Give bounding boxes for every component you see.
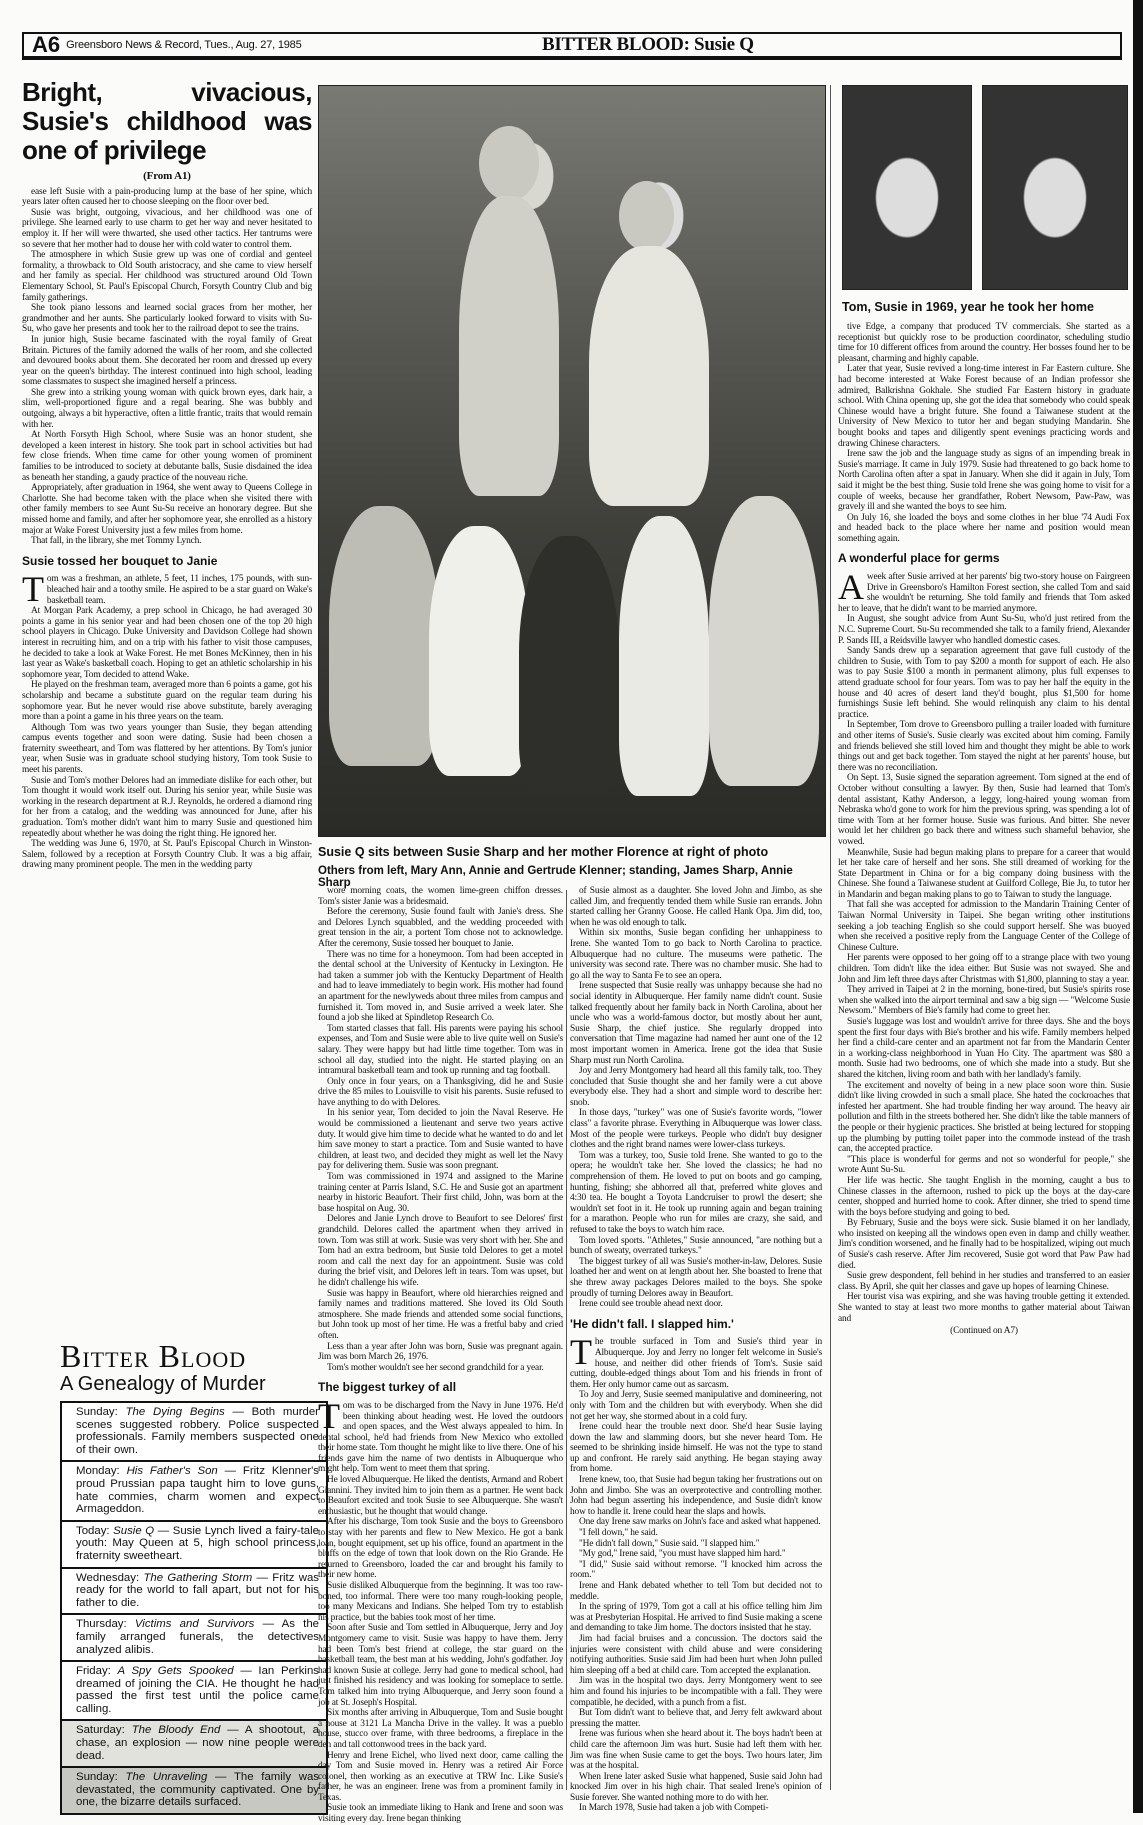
article-body: [570, 1332, 822, 1814]
paragraph: The wedding was June 6, 1970, at St. Paul's Episcopal Church in Winston-Salem, followed by a reception at Forsyth Country Club. It was a big affair, drawing many prominent people. The men in the wedding party: [22, 839, 312, 871]
portrait-susie: [982, 85, 1128, 290]
column-4: [838, 322, 1130, 1337]
paragraph: Less than a year after John was born, Susie was pregnant again. Jim was born March 26, 1976.: [318, 1341, 563, 1363]
paragraph: At North Forsyth High School, where Susie was an honor student, she developed a keen interest in history. She took part in school activities but had few close friends. When time came for other young women of prominent families to be introduced to society at debutante balls, Susie disdained the idea as beneath her standing, a gaudy practice of the nouveau riche.: [22, 430, 312, 483]
article-body: [838, 567, 1130, 1324]
episode-title: Victims and Survivors: [134, 1618, 255, 1631]
jump-from: (From A1): [143, 170, 191, 182]
episode-day: Sunday:: [76, 1771, 118, 1784]
paragraph: On Sept. 13, Susie signed the separation agreement. Tom signed at the end of October without consulting a lawyer. By then, Susie had learned that Tom's dental assistant, Kathy Anderson, a leggy, long-haired young woman from Nebraska who'd gone to work for him the previous spring, was spending a lot of time with Tom at her former house. Susie was furious. And bitter. She never would let her children go back there and witness such shameful behavior, she vowed.: [838, 773, 1130, 847]
article-body: [22, 187, 312, 547]
episode-title: Susie Q: [113, 1524, 155, 1537]
episode-title: A Spy Gets Spooked: [117, 1665, 234, 1678]
paragraph: That fall she was accepted for admission to the Mandarin Training Center of Taiwan Normal University in Taipei. She began writing other institutions seeking a job teaching English so she could support herself. She was buoyed when she received a positive reply from the Language Center of the College of Chinese Culture.: [838, 900, 1130, 953]
paragraph: Irene suspected that Susie really was unhappy because she had no social identity in Albuquerque. Her family name didn't count. Susie talked frequently about her family back in North Carolina, about her uncle who was a world-famous doctor, but mostly about her aunt, Susie Sharp, the chief justice. She regularly dropped into conversation that Time magazine had named her aunt one of the 12 most important women in America. Irene got the idea that Susie Sharp must run North Carolina.: [570, 981, 822, 1066]
episode-summary: — As the family arranged funerals, the detectives analyzed alibis.: [76, 1618, 319, 1656]
column-rule: [566, 890, 567, 1790]
article-body: [22, 569, 312, 871]
paragraph: Later that year, Susie revived a long-time interest in Far Eastern culture. She had become interested at Wake Forest because of an Indian professor she admired, Balkrishna Gokhale. She studied Far Eastern history in graduate school. With China opening up, she got the idea that somebody who could speak Chinese would have a bright future. She found a Taiwanese student at the University of New Mexico to tutor her and began studying Mandarin. She bought books and tapes and diligently spent evenings practicing words and drawing Chinese characters.: [838, 364, 1130, 449]
subhead: Susie tossed her bouquet to Janie: [22, 553, 218, 568]
article-body: [318, 886, 563, 1373]
column-3: [570, 886, 822, 1814]
left-column: [22, 78, 312, 871]
publication-dateline: Greensboro News & Record, Tues., Aug. 27, 1985: [66, 39, 302, 51]
paragraph: After his discharge, Tom took Susie and the boys to Greensboro to stay with her parents and flew to New Mexico. He got a bank loan, bought equipment, set up his office, found an apartment in the bluffs on the edge of town that look down on the Rio Grande. He returned to Greensboro, loaded the car and brought his family to their new home.: [318, 1517, 563, 1581]
episode-title: The Bloody End: [131, 1724, 221, 1737]
episode-summary: — Both murder scenes suggested robbery. Police suspected professionals. Family members suspected one of their own.: [76, 1406, 319, 1456]
paragraph: One day Irene saw marks on John's face and asked what happened.: [579, 1517, 821, 1528]
paragraph: The trouble surfaced in Tom and Susie's third year in Albuquerque. Joy and Jerry no longer felt welcome in Susie's house, and neither did other friends of Tom's. Susie said cutting, double-edged things about Tom and his friends in front of them. Her only humor came out as sarcasm.: [570, 1332, 822, 1390]
episode-day: Monday:: [76, 1465, 120, 1478]
paragraph: They arrived in Taipei at 2 in the morning, bone-tired, but Susie's spirits rose when she walked into the airport terminal and saw a big sign — "Welcome Susie Newsom." Members of Bie's family had come to greet her.: [838, 985, 1130, 1017]
paragraph: The atmosphere in which Susie grew up was one of cordial and genteel formality, a throwback to Old South aristocracy, and she came to view herself and her family as special. Her childhood was structured around Old Town Elementary School, St. Paul's Episcopal Church, Forsyth Country Club and big family gatherings.: [22, 250, 312, 303]
paragraph: "This place is wonderful for germs and not so wonderful for people," she wrote Aunt Su-Su.: [838, 1154, 1130, 1176]
paragraph: Her parents were opposed to her going off to a strange place with two young children. Tom didn't like the idea either. But Susie was not swayed. She and John and Jim left three days after Christmas with $1,800, planning to stay a year.: [838, 953, 1130, 985]
page-edge: [1133, 0, 1143, 1813]
subhead: 'He didn't fall. I slapped him.': [570, 1316, 734, 1331]
paragraph: But Tom didn't want to believe that, and Jerry felt awkward about pressing the matter.: [570, 1708, 822, 1729]
paragraph: Susie was happy in Beaufort, where old hierarchies reigned and family names and traditions mattered. She loved its Old South atmosphere. She made friends and attended some social functions, but John took up most of her time. He was a fretful baby and cried often.: [318, 1288, 563, 1341]
photo-figure: [519, 536, 619, 796]
paragraph: Six months after arriving in Albuquerque, Tom and Susie bought a house at 3121 La Mancha Drive in the valley. It was a pueblo house, stucco over frame, with three bedrooms, a fireplace in the den and tall cottonwood trees in the back yard.: [318, 1708, 563, 1750]
episode-list: [60, 1401, 328, 1815]
episode-item: [62, 1569, 326, 1616]
episode-item: [62, 1615, 326, 1662]
paragraph: "I did," Susie said without remorse. "I knocked him across the room.": [570, 1559, 822, 1581]
paragraph: Although Tom was two years younger than Susie, they began attending campus events together and soon were dating. Susie had been chosen a fraternity sweetheart, and Tom was flattered by her attentions. By Tom's junior year, when Susie was in graduate school studying history, Tom took Susie to meet his parents.: [22, 722, 312, 776]
paragraph: Tom loved sports. "Athletes," Susie announced, "are nothing but a bunch of sweaty, overrated turkeys.": [570, 1235, 822, 1257]
episode-day: Sunday:: [76, 1406, 118, 1418]
portrait-caption: Tom, Susie in 1969, year he took her home: [842, 300, 1094, 314]
episode-item: [62, 1462, 326, 1521]
article-body: [570, 886, 822, 1310]
paragraph: Susie disliked Albuquerque from the beginning. It was too raw-boned, too informal. There were too many rough-looking people, too many Mexicans and Indians. She helped Tom try to establish his practice, but the babies took most of her time.: [318, 1581, 563, 1623]
paragraph: When Irene later asked Susie what happened, Susie said John had knocked Jim over in his high chair. That sealed Irene's opinion of Susie forever. She wanted nothing more to do with her.: [570, 1771, 822, 1803]
paragraph: She grew into a striking young woman with quick brown eyes, dark hair, a slim, well-proportioned figure and a regal bearing. She was bubbly and outgoing, always a bit hyperactive, often a little frantic, traits that would remain with her.: [22, 387, 312, 430]
photo-figure: [619, 516, 709, 796]
episode-day: Today:: [76, 1524, 110, 1537]
paragraph: of Susie almost as a daughter. She loved John and Jimbo, as she called Jim, and frequently tended them while Susie ran errands. John started calling her Granny Goose. He called Hank Opa. Jim did, too, when he was old enough to talk.: [570, 886, 822, 928]
episode-item: [62, 1662, 326, 1721]
paragraph: tive Edge, a company that produced TV commercials. She started as a receptionist but quickly rose to be production coordinator, scheduling studio time for 10 different offices from around the country. Her bosses found her to be pleasant, charming and highly capable.: [838, 322, 1130, 364]
paragraph: In those days, "turkey" was one of Susie's favorite words, "lower class" a favorite phrase. Everything in Albuquerque was lower class. Most of the people were turkeys. People who didn't buy designer clothes and the right brand names were lower-class turkeys.: [570, 1108, 822, 1151]
episode-summary: — Susie Lynch lived a fairy-tale youth: May Queen at 5, high school princess, fraternity sweetheart.: [76, 1524, 320, 1562]
episode-day: Saturday:: [76, 1724, 125, 1737]
column-rule: [830, 85, 831, 1790]
page-number: A6: [32, 32, 61, 57]
paragraph: By February, Susie and the boys were sick. Susie blamed it on her landlady, who insisted on keeping all the windows open even in damp and chilly weather. Jim's condition worsened, and he finally had to be hospitalized, wiping out much of Susie's cash reserve. After Jim recovered, Susie got word that Paw Paw had died.: [838, 1218, 1130, 1271]
paragraph: Sandy Sands drew up a separation agreement that gave full custody of the children to Susie, with Tom to pay $200 a month for support of each. He also was to pay Susie $100 a month in permanent alimony, plus full expenses to attend graduate school for four years. Tom was to pay her half the equity in the house and 40 acres of desert land they'd bought, plus $1,500 for home furnishings Susie left behind. She would relinquish any claim to his dental practice.: [838, 646, 1130, 720]
article-body: [838, 322, 1130, 544]
episode-summary: — Fritz was ready for the world to fall apart, but not for his father to die.: [76, 1571, 319, 1609]
paragraph: In the spring of 1979, Tom got a call at his office telling him Jim was at Presbyterian Hospital. He arrived to find Susie making a scene and demanding to take Jim home. The doctors insisted that he stay.: [570, 1602, 822, 1634]
subhead: The biggest turkey of all: [318, 1380, 457, 1395]
paragraph: Irene could hear the trouble next door. She'd hear Susie laying down the law and slamming doors, but she never heard Tom. He seemed to be shrinking inside himself. He was not the type to stand up and confront. He rarely said anything. He began staying away from home.: [570, 1422, 822, 1475]
paragraph: Susie and Tom's mother Delores had an immediate dislike for each other, but Tom thought it would work itself out. During his senior year, while Susie was working in the research department at R.J. Reynolds, he ordered a diamond ring for her from a catalog, and the wedding was announced for June, after his graduation. Tom's mother didn't want him to marry Susie and questioned him repeatedly about whether he was doing the right thing. He ignored her.: [22, 775, 312, 839]
paragraph: To Joy and Jerry, Susie seemed manipulative and domineering, not only with Tom and the children but with everybody. When she did not get her way, she stormed about in a cold fury.: [570, 1390, 822, 1422]
subhead: A wonderful place for germs: [838, 551, 1000, 566]
paragraph: Tom started classes that fall. His parents were paying his school expenses, and Tom and Susie were able to live quite well on Susie's salary. They were happy but had little time together. Tom was in school all day, studied into the night. He started playing on an intramural basketball team and took up running and tag football.: [318, 1023, 563, 1077]
paragraph: Irene saw the job and the language study as signs of an impending break in Susie's marriage. It came in July 1979. Susie had threatened to go back home to North Carolina often after a spat in January. When she did it again in July, Tom said it might be the best thing. Susie told Irene she was going home to visit for a couple of weeks, because her grandfather, Robert Newsom, Paw-Paw, was gravely ill and she wanted the boys to see him.: [838, 449, 1130, 513]
episode-summary: — Ian Perkins dreamed of joining the CIA. He thought he had passed the first test until the police came calling.: [76, 1665, 319, 1715]
episode-day: Friday:: [76, 1665, 111, 1678]
paragraph: Jim was in the hospital two days. Jerry Montgomery went to see him and found his injuries to be incompatible with a fall. They were compatible, he decided, with a punch from a fist.: [570, 1676, 822, 1708]
photo-figure: [479, 126, 539, 201]
episode-item: [62, 1403, 326, 1462]
photo-figure: [709, 496, 819, 786]
headline: Bright, vivacious, Susie's childhood was one of privilege: [22, 77, 312, 165]
episode-title: The Dying Begins: [125, 1406, 225, 1418]
paragraph: He played on the freshman team, averaged more than 6 points a game, got his scholarship and became a substitute guard on the regular team during his sophomore year. But he never would rise above substitute, barely averaging more than a point a game in his three years on the team.: [22, 680, 312, 723]
page-header: [22, 32, 1122, 60]
paragraph: He loved Albuquerque. He liked the dentists, Armand and Robert Giannini. They invited him to join them as a partner. He went back to Beaufort excited and took Susie to see Albuquerque. She wasn't enthusiastic, but he thought that would change.: [318, 1475, 563, 1517]
portrait-tom: [842, 85, 972, 290]
series-box-subtitle: A Genealogy of Murder: [60, 1373, 266, 1395]
paragraph: She took piano lessons and learned social graces from her mother, her grandmother and her aunts. She particularly looked forward to visits with Su-Su, who gave her presents and took her to the railroad depot to see the trains.: [22, 303, 312, 335]
family-photo: [318, 85, 826, 837]
photo-figure: [619, 181, 674, 251]
paragraph: In August, she sought advice from Aunt Su-Su, who'd just retired from the N.C. Supreme Court. Su-Su recommended she talk to a family friend, Alexander P. Sands III, a Reidsville lawyer who handled domestic cases.: [838, 614, 1130, 646]
paragraph: Henry and Irene Eichel, who lived next door, came calling the day Tom and Susie moved in. Henry was a retired Air Force colonel, then working as an executive at TRW Inc. Like Susie's father, he was an engineer. Irene was from a prominent family in Texas.: [318, 1750, 563, 1803]
episode-day: Wednesday:: [76, 1571, 140, 1584]
episode-summary: — The family was devastated, the community captivated. One by one, the bizarre details surfaced.: [76, 1771, 319, 1809]
paragraph: In March 1978, Susie had taken a job with Competi-: [579, 1803, 769, 1814]
episode-title: The Unraveling: [125, 1771, 208, 1784]
paragraph: Only once in four years, on a Thanksgiving, did he and Susie drive the 85 miles to Louisville to visit his parents. Susie refused to have anything to do with Delores.: [318, 1076, 563, 1108]
paragraph: Tom's mother wouldn't see her second grandchild for a year.: [327, 1362, 544, 1373]
photo-figure: [459, 196, 559, 496]
episode-summary: — A shootout, a chase, an explosion — now nine people were dead.: [76, 1724, 319, 1762]
episode-day: Thursday:: [76, 1618, 127, 1631]
paragraph: Her tourist visa was expiring, and she was having trouble getting it extended. She wanted to stay at least two more months to gather material about Taiwan and: [838, 1292, 1130, 1324]
paragraph: Aweek after Susie arrived at her parents' big two-story house on Fairgreen Drive in Greensboro's Hamilton Forest section, she called Tom and said she wouldn't be returning. She told family and friends that Tom asked her to leave, that he didn't want to be married anymore.: [838, 567, 1130, 614]
paragraph: "I fell down," he said.: [579, 1528, 658, 1539]
paragraph: Irene knew, too, that Susie had begun taking her frustrations out on John and Jimbo. She was an overprotective and controlling mother. John had begun asserting his independence, and Susie didn't know how to handle it. Irene could hear the slaps and howls.: [570, 1475, 822, 1517]
paragraph: In junior high, Susie became fascinated with the royal family of Great Britain. Pictures of the family adorned the walls of her room, and she collected and devoured books about them. She decorated her room and dressed up every year on the queen's birthday. The interest continued into high school, leading some classmates to suspect she imagined herself a princess.: [22, 334, 312, 388]
episode-item: [62, 1522, 326, 1569]
paragraph: Susie's luggage was lost and wouldn't arrive for three days. She and the boys spent the first four days with Bie's brother and his wife. Family members helped her find a child-care center and an apartment not far from the Mandarin Center in a working-class neighborhood in Yuan Ho City. The apartment was $80 a month. Susie had two bedrooms, one of which she made into a study. But she shared the kitchen, living room and bath with her landlady's family.: [838, 1017, 1130, 1080]
series-title: BITTER BLOOD: Susie Q: [542, 34, 754, 55]
photo-figure: [329, 506, 439, 766]
paragraph: Meanwhile, Susie had begun making plans to prepare for a career that would let her take care of herself and her sons. She still dreamed of working for the State Department in China or for a big company doing business with the Chinese. She found a Taiwanese student at Guilford College, Bie Ju, to tutor her in Mandarin and began making plans to go to Taiwan to study the language.: [838, 847, 1130, 900]
paragraph: "My god," Irene said, "you must have slapped him hard.": [579, 1549, 786, 1560]
paragraph: Delores and Janie Lynch drove to Beaufort to see Delores' first grandchild. Delores called the apartment when they arrived in town. Tom was still at work. Susie was very short with her. She and Tom had an extra bedroom, but Susie told Delores to get a motel room and call the next day for an appointment. Susie was cold during the brief visit, and Delores left in tears. Tom was upset, but he didn't challenge his wife.: [318, 1214, 563, 1288]
paragraph: wore morning coats, the women lime-green chiffon dresses. Tom's sister Janie was a bridesmaid.: [318, 886, 563, 907]
episode-summary: — Fritz Klenner's proud Prussian papa taught him to love guns, hate commies, charm women and expect Armageddon.: [76, 1465, 320, 1516]
paragraph: "He didn't fall down," Susie said. "I slapped him.": [579, 1538, 760, 1549]
paragraph: Susie grew despondent, fell behind in her studies and transferred to an easier class. By April, she quit her classes and gave up hopes of learning Chinese.: [838, 1271, 1130, 1292]
paragraph: Susie took an immediate liking to Hank and Irene and soon was visiting every day. Irene began thinking: [318, 1803, 563, 1825]
series-box-title: Bitter Blood: [60, 1338, 247, 1374]
paragraph: Soon after Susie and Tom settled in Albuquerque, Jerry and Joy Montgomery came to visit. Susie was happy to have them. Jerry had been Tom's best friend at college, the star guard on the basketball team, the best man at his wedding, John's godfather. Joy had known Susie at college. Jerry had gone to medical school, had just finished his residency and was looking for someplace to settle. Tom talked him into trying Albuquerque, and Jerry soon found a job at St. Joseph's Hospital.: [318, 1623, 563, 1708]
paragraph: Tom was commissioned in 1974 and assigned to the Marine training center at Parris Island, S.C. He and Susie got an apartment nearby in historic Beaufort. Their first child, John, was born at the base hospital on Aug. 30.: [318, 1172, 563, 1214]
episode-title: The Gathering Storm: [143, 1571, 253, 1584]
paragraph: ease left Susie with a pain-producing lump at the base of her spine, which years later often caused her to choose sleeping on the floor over bed.: [22, 186, 312, 208]
article-body: [318, 1395, 563, 1825]
paragraph: In his senior year, Tom decided to join the Naval Reserve. He would be commissioned a lieutenant and serve two years active duty. It would give him time to decide what he wanted to do and let him save money to start a practice. Tom and Susie wanted to have children, at least two, and decided they might as well let the Navy pay for delivering them. Susie was soon pregnant.: [318, 1108, 563, 1172]
paragraph: That fall, in the library, she met Tommy Lynch.: [31, 536, 202, 547]
paragraph: Susie was bright, outgoing, vivacious, and her childhood was one of privilege. She learned early to use charm to get her way and never hesitated to employ it. If her will were thwarted, she used other tactics. Her tantrums were so severe that her mother had to douse her with cold water to control them.: [22, 207, 312, 250]
paragraph: Irene could see trouble ahead next door.: [579, 1299, 723, 1310]
photo-caption-names: Others from left, Mary Ann, Annie and Gertrude Klenner; standing, James Sharp, Annie Sharp: [318, 865, 793, 889]
paragraph: Irene and Hank debated whether to tell Tom but decided not to meddle.: [570, 1581, 822, 1602]
paragraph: Within six months, Susie began confiding her unhappiness to Irene. She wanted Tom to go back to North Carolina to practice. Albuquerque had no culture. The museums were pathetic. The university was second rate. There was no chamber music. She had to go all the way to Santa Fe to see an opera.: [570, 928, 822, 981]
paragraph: The biggest turkey of all was Susie's mother-in-law, Delores. Susie loathed her and went on at length about her. She boasted to Irene that she threw away packages Delores mailed to the boys. She spoke proudly of turning Delores away in Beaufort.: [570, 1256, 822, 1299]
paragraph: Before the ceremony, Susie found fault with Janie's dress. She and Delores Lynch squabbled, and the wedding proceeded with great tension in the air, a portent Tom chose not to acknowledge. After the ceremony, Susie tossed her bouquet to Janie.: [318, 907, 563, 949]
paragraph: At Morgan Park Academy, a prep school in Chicago, he had averaged 30 points a game in his senior year and had been chosen one of the top 20 high school players in Chicago. Duke University and Davidson College had shown interest in recruiting him, and on a trip with his father to visit those campuses, he decided to take a look at Wake Forest. He met Bones McKinney, then in his last year as Wake's basketball coach. Hoping to get an athletic scholarship in his sophomore year, Tom decided to attend Wake.: [22, 606, 312, 680]
photo-figure: [589, 246, 709, 506]
photo-figure: [429, 526, 529, 776]
paragraph: Jim had facial bruises and a concussion. The doctors said the injuries were consistent with child abuse and were considering notifying authorities. Susie said Jim had been hurt when John pulled him sleeping off a bed at child care. Tom accepted the explanation.: [570, 1633, 822, 1676]
paragraph: There was no time for a honeymoon. Tom had been accepted in the dental school at the University of Kentucky in Lexington. He had taken a summer job with the Kentucky Department of Health and had to leave immediately to begin work. His mother had found an apartment for the newlyweds about three miles from campus and furnished it. Tom moved in, and Susie arrived a week later. She found a job she liked at Spindletop Research Co.: [318, 949, 564, 1024]
column-2: [318, 886, 563, 1825]
episode-item: [62, 1768, 326, 1813]
paragraph: Tom was a turkey, too, Susie told Irene. She wanted to go to the opera; he wouldn't take her. She loved the classics; he had no comprehension of them. He loved to put on boots and go camping, hunting, fishing; she abhorred all that, preferred white gloves and 4:30 tea. He bought a Toyota Landcruiser to prowl the desert; she wouldn't set foot in it. He took up running again and began training for a marathon. People who run for miles are crazy, she said, and refused to take the boys to watch him race.: [570, 1150, 822, 1235]
bitter-blood-series-box: [60, 1340, 328, 1815]
paragraph: The excitement and novelty of being in a new place soon wore thin. Susie didn't like living crowded in such a small place. She hated the cockroaches that infested her apartment. She had trouble finding her way around. The heavy air pollution and filth in the streets bothered her. She didn't like the table manners of the people or their hygienic practices. She bristled at being lectured for stopping up the plumbing by putting toilet paper into the commode instead of the trash can, the accepted practice.: [838, 1080, 1130, 1155]
paragraph: Irene was furious when she heard about it. The boys hadn't been at child care the afternoon Jim was hurt. Susie had left them with her. Jim was fine when Susie came to get the boys. Two hours later, Jim was at the hospital.: [570, 1729, 822, 1772]
episode-item: [62, 1721, 326, 1768]
episode-title: His Father's Son: [126, 1465, 218, 1478]
paragraph: Appropriately, after graduation in 1964, she went away to Queens College in Charlotte. She had become taken with the place when she visited there with other family members to see Aunt Su-Su receive an honorary degree. But she missed home and family, and after her sophomore year, she enrolled as a history major at Wake Forest University just a few miles from home.: [22, 483, 312, 536]
paragraph: In September, Tom drove to Greensboro pulling a trailer loaded with furniture and other items of Susie's. Susie clearly was excited about him coming. Family and friends believed she still loved him and thought they might be able to work things out and get back together. Tom stayed the night at her parents' house, but there was no reconciliation.: [838, 720, 1130, 773]
paragraph: Tom was to be discharged from the Navy in June 1976. He'd been thinking about heading west. He loved the outdoors and open spaces, and the West always appealed to him. In dental school, he'd had friends from New Mexico who extolled their home state. Tom thought he might like to live there. One of his friends gave him the name of two dentists in Albuquerque who might help. Tom went to meet them that spring.: [318, 1395, 563, 1475]
paragraph: Her life was hectic. She taught English in the morning, caught a bus to Chinese classes in the afternoon, rushed to pick up the boys at the day-care center, shopped and hurried home to cook. After dinner, she tried to spend time with the boys before studying and going to bed.: [838, 1175, 1130, 1218]
paragraph: On July 16, she loaded the boys and some clothes in her blue '74 Audi Fox and headed back to the place where her name and position would mean something again.: [838, 512, 1130, 544]
photo-caption: Susie Q sits between Susie Sharp and her mother Florence at right of photo: [318, 845, 769, 859]
continued-line: (Continued on A7): [950, 1326, 1018, 1337]
paragraph: Tom was a freshman, an athlete, 5 feet, 11 inches, 175 pounds, with sun-bleached hair and a toothy smile. He aspired to be a star guard on Wake's basketball team.: [22, 569, 312, 610]
paragraph: Joy and Jerry Montgomery had heard all this family talk, too. They concluded that Susie thought she and her family were a cut above everybody else. They had a short and simple word to describe her: snob.: [570, 1066, 822, 1108]
